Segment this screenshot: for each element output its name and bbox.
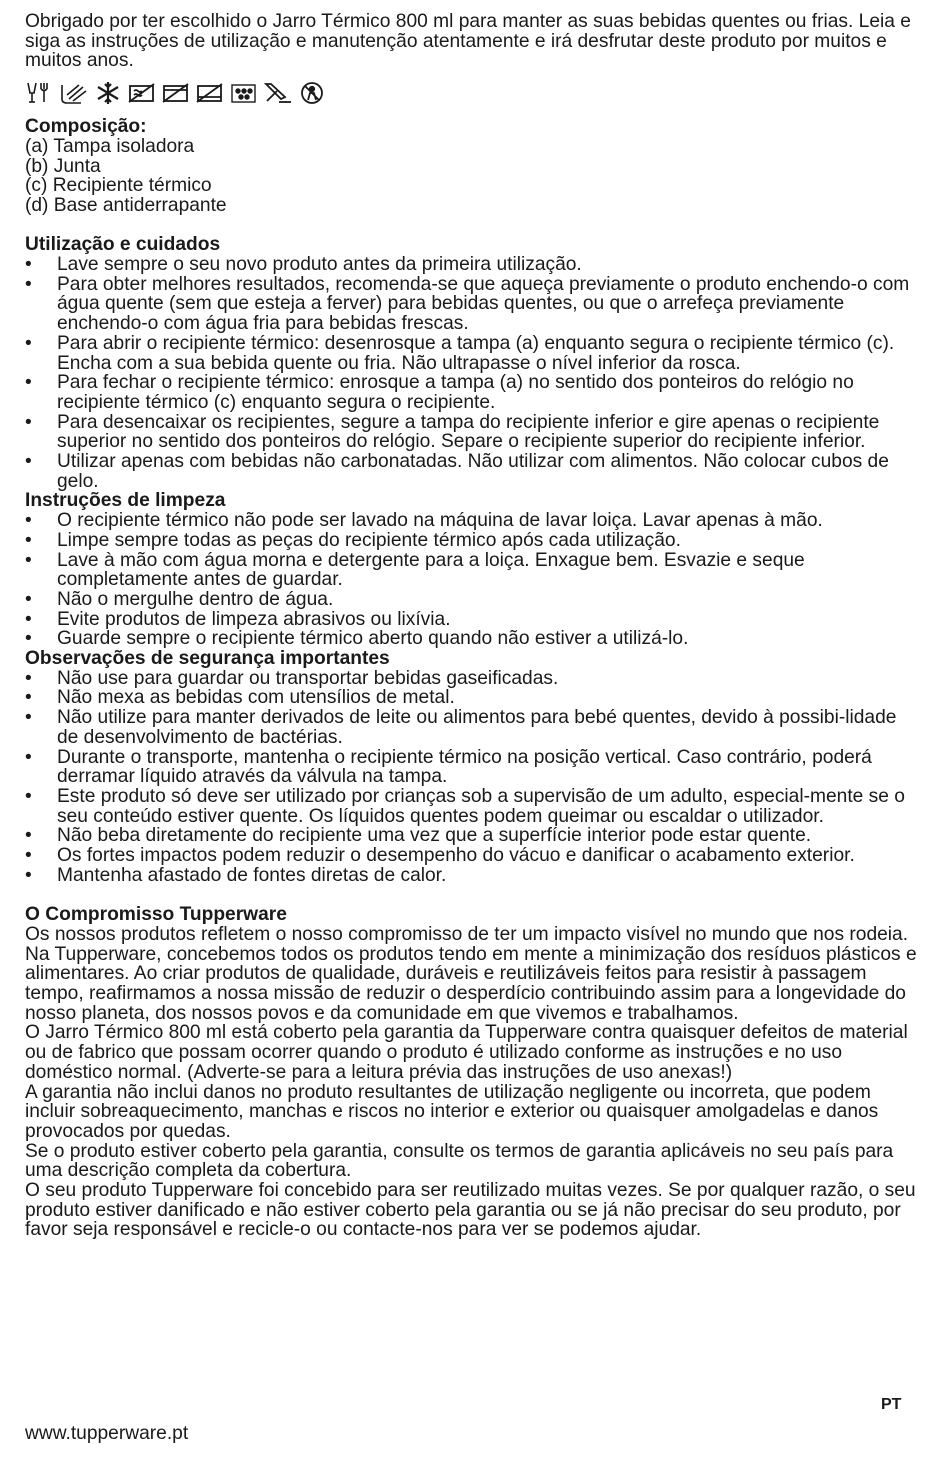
list-item: • Utilizar apenas com bebidas não carbonatadas. Não utilizar com alimentos. Não colocar cubos de gelo. (25, 452, 920, 491)
commitment-paragraph: Os nossos produtos refletem o nosso compromisso de ter um impacto visível no mundo que nos rodeia. Na Tupperware, concebemos todos os produtos tendo em mente a minimização dos resíduos plásticos e alimentares. Ao criar produtos de qualidade, duráveis e reutilizáveis feitos para resistir à passagem tempo, reafirmamos a nossa missão de reduzir o desperdício contribuindo assim para a longevidade do nosso planeta, dos nossos povos e da comunidade em que vivemos e trabalhamos. (25, 923, 917, 1024)
warranty-paragraph: O Jarro Térmico 800 ml está coberto pela garantia da Tupperware contra quaisquer defeitos de material ou de fabrico que possam ocorrer quando o produto é utilizado conforme as instruções e no uso doméstico normal. (Adverte-se para a leitura prévia das instruções de uso anexas!) (25, 1022, 908, 1083)
document-body (25, 12, 920, 1240)
composition-item: (a) Tampa isoladora (25, 135, 195, 157)
hand-wash-icon (59, 81, 89, 105)
dishwasher-icon (229, 81, 259, 105)
cleaning-heading: Instruções de limpeza (25, 490, 226, 512)
list-item: • Para obter melhores resultados, recomenda-se que aqueça previamente o produto enchendo-o com água quente (sem que esteja a ferver) para bebidas quentes, ou que o arrefeça previamente enchendo-o com água fria para bebidas frescas. (25, 275, 920, 334)
list-item: • Não o mergulhe dentro de água. (25, 590, 920, 610)
no-oven-icon (161, 81, 191, 105)
list-item: • Não mexa as bebidas com utensílios de metal. (25, 688, 920, 708)
usage-heading: Utilização e cuidados (25, 234, 221, 256)
list-item: • Evite produtos de limpeza abrasivos ou lixívia. (25, 610, 920, 630)
list-item: • Não use para guardar ou transportar bebidas gaseificadas. (25, 669, 920, 689)
language-code: PT (881, 1396, 902, 1413)
list-item: • Limpe sempre todas as peças do recipiente térmico após cada utilização. (25, 531, 920, 551)
care-symbols-row (25, 79, 920, 107)
no-microwave-icon (127, 81, 157, 105)
composition-list (25, 137, 920, 216)
not-for-children-icon (297, 81, 327, 105)
list-item: • Durante o transporte, mantenha o recipiente térmico na posição vertical. Caso contrário, poderá derramar líquido através da válvula na tampa. (25, 748, 920, 787)
list-item: • Para abrir o recipiente térmico: desenrosque a tampa (a) enquanto segura o recipiente térmico (c). Encha com a sua bebida quente ou fria. Não ultrapasse o nível inferior da rosca. (25, 334, 920, 373)
warranty-terms-paragraph: Se o produto estiver coberto pela garantia, consulte os termos de garantia aplicáveis no seu país para uma descrição completa da cobertura. (25, 1140, 894, 1182)
food-safe-icon (25, 81, 55, 105)
list-item: • Para fechar o recipiente térmico: enrosque a tampa (a) no sentido dos ponteiros do relógio no recipiente térmico (c) enquanto segura o recipiente. (25, 373, 920, 412)
list-item: • Para desencaixar os recipientes, segure a tampa do recipiente inferior e gire apenas o recipiente superior no sentido dos ponteiros do relógio. Separe o recipiente superior do recipiente inferior. (25, 413, 920, 452)
list-item: • Guarde sempre o recipiente térmico aberto quando não estiver a utilizá-lo. (25, 629, 920, 649)
spacer (25, 886, 920, 906)
composition-heading: Composição: (25, 116, 147, 138)
website-link[interactable]: www.tupperware.pt (25, 1423, 189, 1444)
no-knife-icon (263, 81, 293, 105)
usage-list (25, 255, 920, 491)
list-item: • O recipiente térmico não pode ser lavado na máquina de lavar loiça. Lavar apenas à mão. (25, 511, 920, 531)
list-item: • Não utilize para manter derivados de leite ou alimentos para bebé quentes, devido à possibi-lidade de desenvolvimento de bactérias. (25, 708, 920, 747)
no-stovetop-icon (195, 81, 225, 105)
composition-item: (b) Junta (25, 155, 101, 177)
safety-list (25, 669, 920, 886)
recycling-paragraph: O seu produto Tupperware foi concebido para ser reutilizado muitas vezes. Se por qualquer razão, o seu produto estiver danificado e não estiver coberto pela garantia ou se já não precisar do seu produto, por favor seja responsável e recicle-o ou contacte-nos para ver se podemos ajudar. (25, 1180, 916, 1241)
freezer-icon (93, 81, 123, 105)
list-item: • Lave à mão com água morna e detergente para a loiça. Enxague bem. Esvazie e seque completamente antes de guardar. (25, 551, 920, 590)
safety-heading: Observações de segurança importantes (25, 648, 390, 670)
commitment-heading: O Compromisso Tupperware (25, 904, 287, 926)
list-item: • Lave sempre o seu novo produto antes da primeira utilização. (25, 255, 920, 275)
cleaning-list (25, 511, 920, 649)
composition-item: (d) Base antiderrapante (25, 194, 227, 216)
spacer (25, 216, 920, 236)
warranty-exclusions-paragraph: A garantia não inclui danos no produto resultantes de utilização negligente ou incorreta, que podem incluir sobreaquecimento, manchas e riscos no interior e exterior ou quaisquer amolgadelas e danos provocados por quedas. (25, 1081, 879, 1142)
list-item: • Mantenha afastado de fontes diretas de calor. (25, 866, 920, 886)
intro-paragraph: Obrigado por ter escolhido o Jarro Térmico 800 ml para manter as suas bebidas quentes ou frias. Leia e siga as instruções de utilização e manutenção atentamente e irá desfrutar deste produto por muitos e muitos anos. (25, 11, 911, 72)
list-item: • Este produto só deve ser utilizado por crianças sob a supervisão de um adulto, especial-mente se o seu conteúdo estiver quente. Os líquidos quentes podem queimar ou escaldar o utilizador. (25, 787, 920, 826)
list-item: • Os fortes impactos podem reduzir o desempenho do vácuo e danificar o acabamento exterior. (25, 846, 920, 866)
list-item: • Não beba diretamente do recipiente uma vez que a superfície interior pode estar quente. (25, 826, 920, 846)
composition-item: (c) Recipiente térmico (25, 175, 212, 197)
